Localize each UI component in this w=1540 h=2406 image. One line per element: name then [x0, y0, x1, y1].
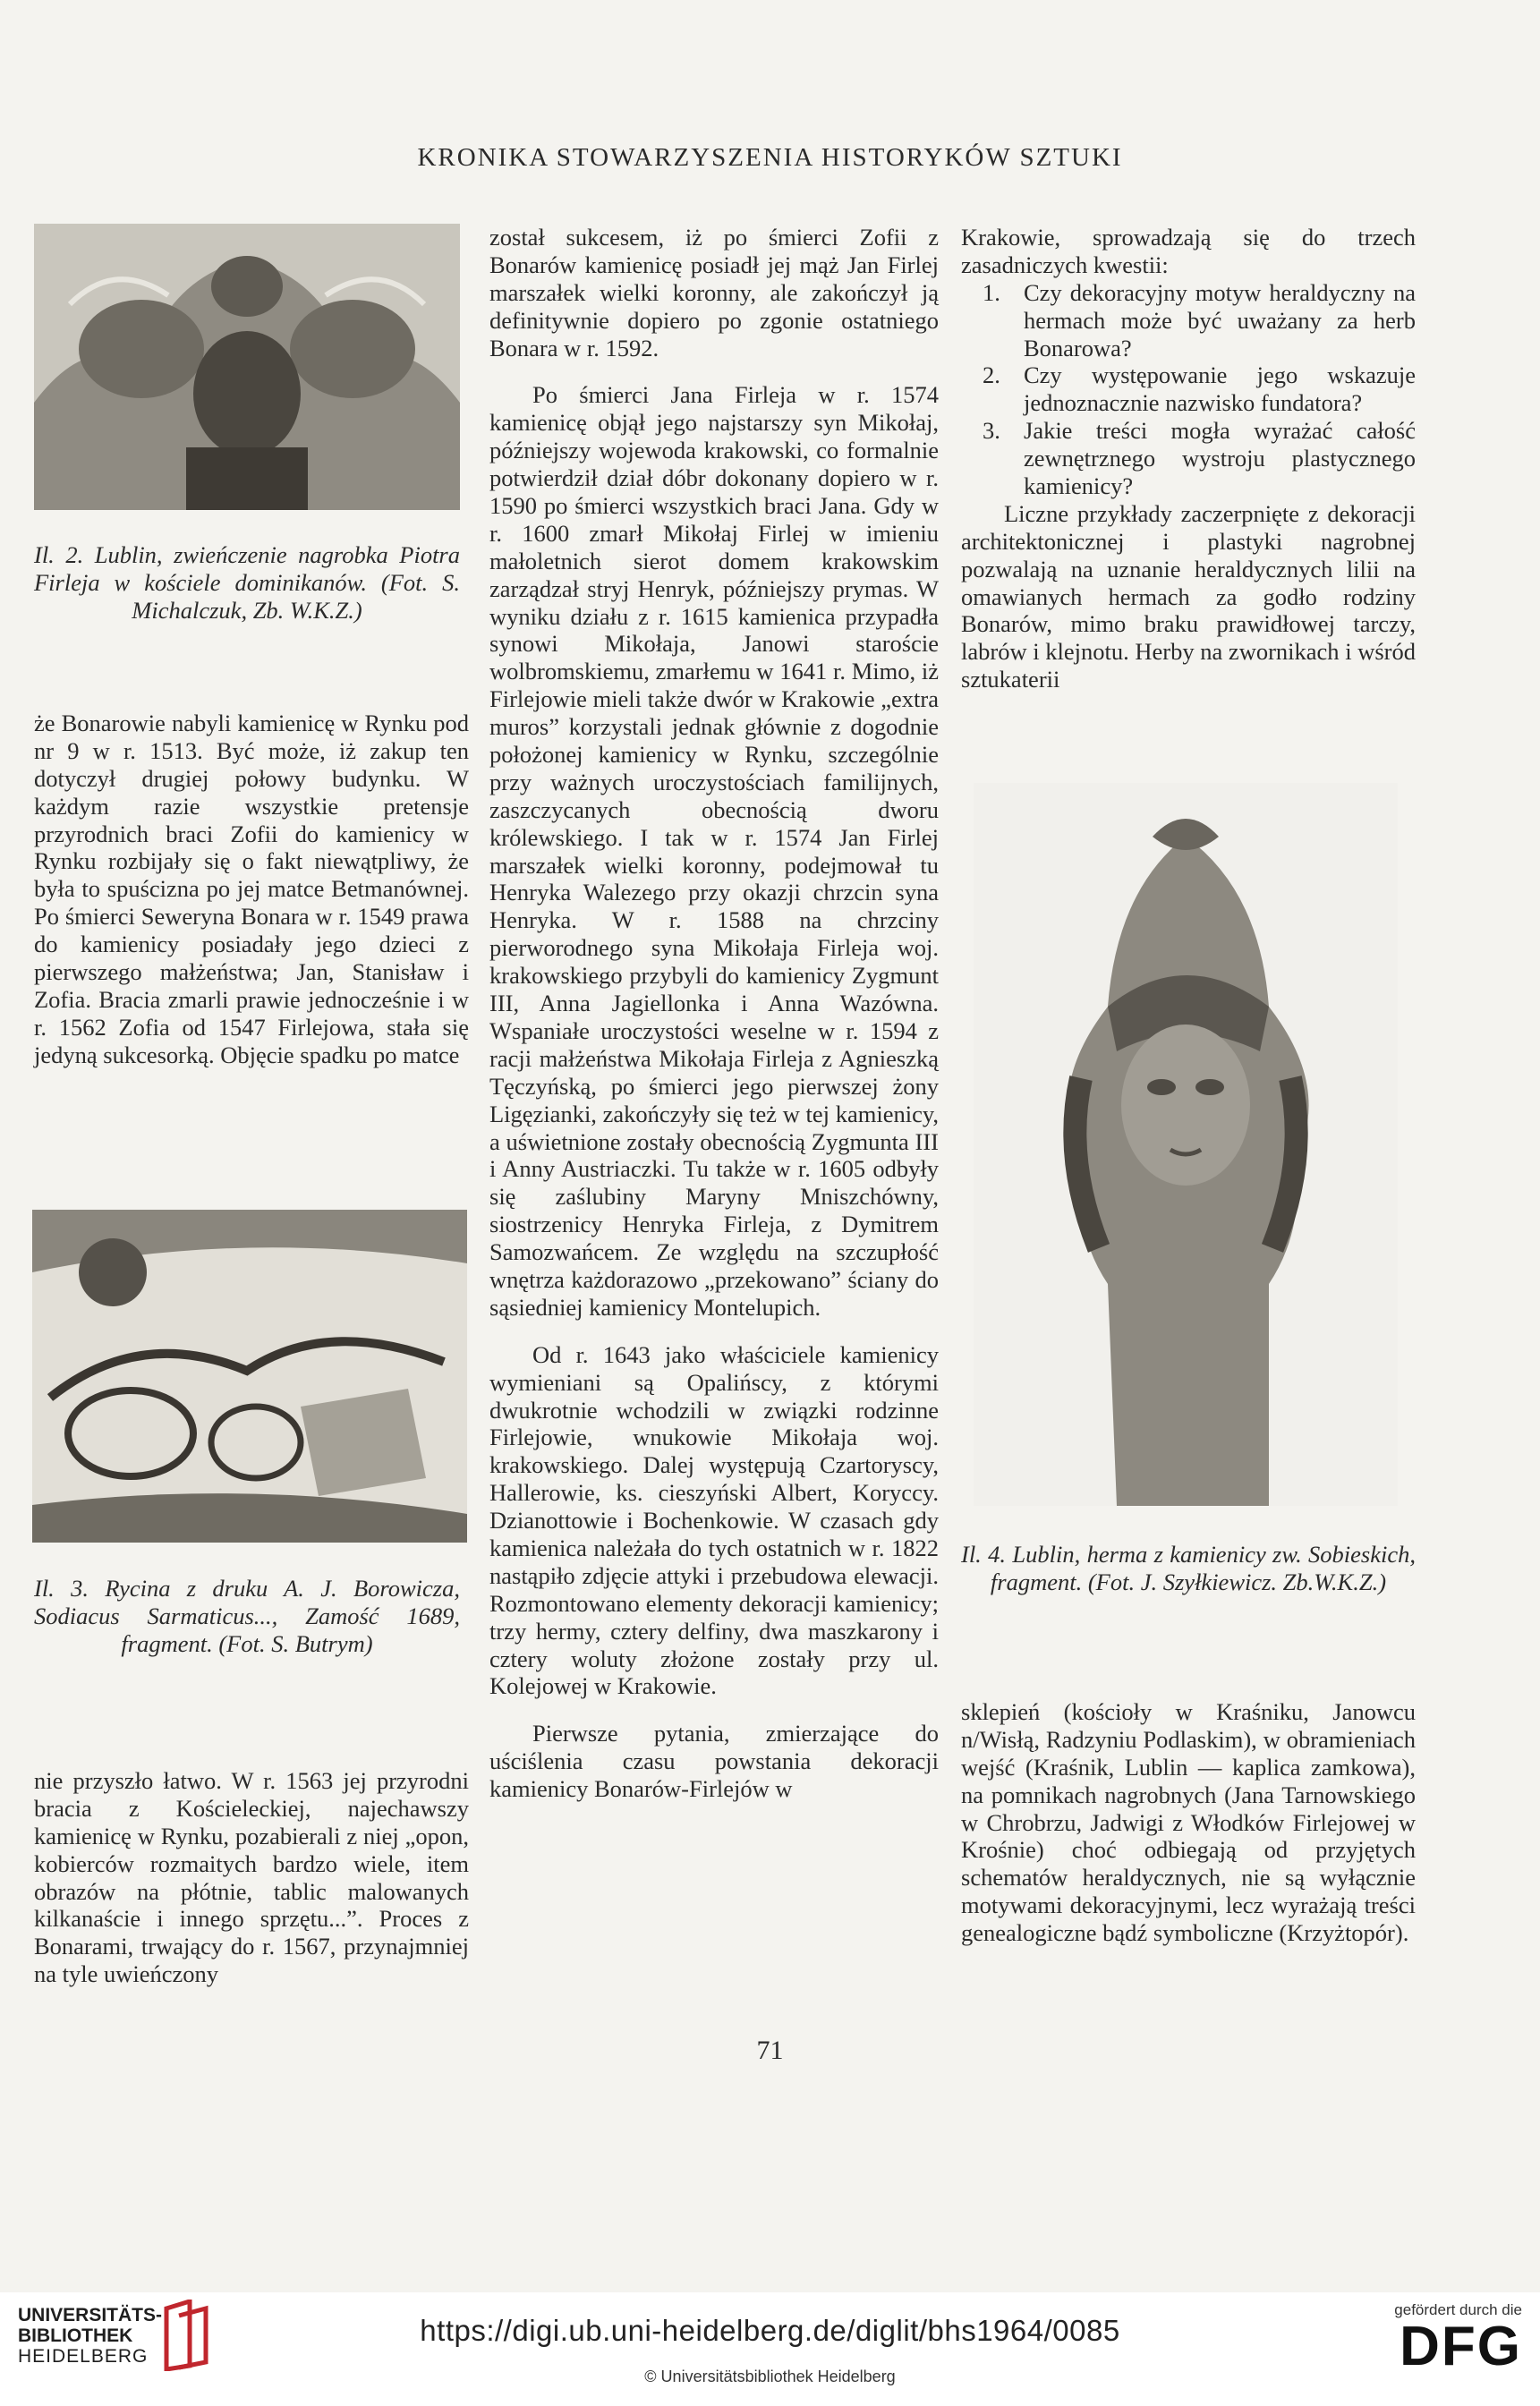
- figure-2-photo: [34, 224, 460, 510]
- paragraph: Od r. 1643 jako właściciele kamienicy wymieniani są Opalińscy, z którymi dwukrotnie wchodzili w związki rodzinne Firlejowie, wnukowie Mikołaja woj. krakowskiego. Dalej występują Czartoryscy, Hallerowie, ks. cieszyński Albert, Koryccy. Dzianottowie i Bochenkowie. W czasach gdy kamienica należała do tych ostatnich w r. 1822 nastąpiło zdjęcie attyki i przebudowa elewacji. Rozmontowano elementy dekoracji kamienicy; trzy hermy, cztery delfiny, dwa maszkarony i cztery woluty złożone zostały przy ul. Kolejowej w Krakowie.: [489, 1340, 939, 1700]
- list-item: 2. Czy występowanie jego wskazuje jednoznacznie nazwisko fundatora?: [983, 361, 1416, 417]
- dfg-logo-icon: DFG: [1400, 2316, 1522, 2377]
- paragraph: że Bonarowie nabyli kamienicę w Rynku pod nr 9 w r. 1513. Być może, iż zakup ten dotyczył drugiej połowy budynku. W każdym razie wszystkie pretensje przyrodnich braci Zofii do kamienicy w Rynku rozbijały się o fakt niewątpliwy, że była to spuścizna po jej matce Betmanównej. Po śmierci Seweryna Bonara w r. 1549 prawa do kamienicy posiadały jego dzieci z pierwszego małżeństwa; Jan, Stanisław i Zofia. Bracia zmarli prawie jednocześnie i w r. 1562 Zofia od 1547 Firlejowa, stała się jedyną sukcesorką. Objęcie spadku po matce: [34, 710, 469, 1068]
- paragraph: Liczne przykłady zaczerpnięte z dekoracji architektonicznej i plastyki nagrobnej pozwalają na uznanie heraldycznych lilii na omawianych hermach za godło rodziny Bonarów, mimo braku prawidłowej tarczy, labrów i klejnotu. Herby na zwornikach i wśród sztukaterii: [961, 499, 1416, 693]
- paragraph: sklepień (kościoły w Kraśniku, Janowcu n/Wisłą, Radzyniu Podlaskim), w obramieniach wejść (Kraśnik, Lublin — kaplica zamkowa), na pomnikach nagrobnych (Jana Tarnowskiego w Chrobrzu, Jadwigi z Włodków Firlejowej w Krośnie) choć odbiegają od przyjętych schematów heraldycznych, nie są wyłącznie motywami dekoracyjnymi, lecz wyrażają treści genealogiczne bądź symboliczne (Krzyżtopór).: [961, 1698, 1416, 1947]
- list-item: 3. Jakie treści mogła wyrażać całość zewnętrznego wystroju plastycznego kamienicy?: [983, 417, 1416, 500]
- figure-4-photo: [974, 783, 1398, 1506]
- footer-bar: [0, 2292, 1540, 2406]
- paragraph: został sukcesem, iż po śmierci Zofii z Bonarów kamienicę posiadł jej mąż Jan Firlej marszałek wielki koronny, ale zakończył ją definitywnie dopiero po zgonie ostatniego Bonara w r. 1592.: [489, 224, 939, 361]
- list-item: 1. Czy dekoracyjny motyw heraldyczny na hermach może być uważany za herb Bonarowa?: [983, 278, 1416, 361]
- sponsor-label: gefördert durch die: [1394, 2301, 1522, 2318]
- running-header: KRONIKA STOWARZYSZENIA HISTORYKÓW SZTUKI: [417, 143, 1123, 172]
- copyright-notice: © Universitätsbibliothek Heidelberg: [644, 2368, 896, 2385]
- paragraph: Pierwsze pytania, zmierzające do uściślenia czasu powstania dekoracji kamienicy Bonarów-Firlejów w: [489, 1720, 939, 1803]
- figure-2-caption: Il. 2. Lublin, zwieńczenie nagrobka Piotra Firleja w kościele dominikanów. (Fot. S. Michalczuk, Zb. W.K.Z.): [34, 541, 460, 624]
- column-left-bottom: [34, 1767, 469, 1988]
- paragraph: nie przyszło łatwo. W r. 1563 jej przyrodni bracia z Kościeleckiej, najechawszy kamienicę w Rynku, pozabierali z niej „opon, kobierców rozmaitych bardzo wiele, item obrazów na płótnie, tablic malowanych kilkanaście i innego sprzętu...”. Proces z Bonarami, trwający do r. 1567, przynajmniej na tyle uwieńczony: [34, 1767, 469, 1988]
- figure-3-caption: Il. 3. Rycina z druku A. J. Borowicza, Sodiacus Sarmaticus..., Zamość 1689, fragment. (Fot. S. Butrym): [34, 1575, 460, 1657]
- permalink-url[interactable]: https://digi.ub.uni-heidelberg.de/diglit/bhs1964/0085: [420, 2314, 1120, 2347]
- column-right-top: [961, 224, 1416, 693]
- column-right-bottom: [961, 1698, 1416, 1947]
- paragraph: Krakowie, sprowadzają się do trzech zasadniczych kwestii:: [961, 224, 1416, 278]
- library-name: UNIVERSITÄTS- BIBLIOTHEK HEIDELBERG: [18, 2305, 163, 2368]
- column-middle: [489, 224, 939, 1803]
- figure-4-caption: Il. 4. Lublin, herma z kamienicy zw. Sobieskich, fragment. (Fot. J. Szyłkiewicz. Zb.W.K.Z.): [961, 1541, 1416, 1595]
- sponsor-logo[interactable]: [1394, 2301, 1522, 2375]
- page-number: 71: [756, 2036, 784, 2065]
- figure-3-engraving: [32, 1210, 467, 1543]
- question-list: [961, 279, 1416, 500]
- paragraph: Po śmierci Jana Firleja w r. 1574 kamienicę objął jego najstarszy syn Mikołaj, późniejszy wojewoda krakowski, co formalnie potwierdził dział dóbr dokonany dopiero w r. 1590 po śmierci wszystkich braci Jana. Gdy w r. 1600 zmarł Mikołaj Firlej w imieniu małoletnich sierot domem krakowskim zarządzał stryj Henryk, późniejszy prymas. W wyniku działu z r. 1615 kamienica przypadła synowi Mikołaja, Janowi staroście wolbromskiemu, zmarłemu w 1641 r. Mimo, iż Firlejowie mieli także dwór w Krakowie „extra muros” korzystali jednak głównie z dogodnie położonej kamienicy w Rynku, szczególnie przy ważnych uroczystościach familijnych, zaszczycanych obecnością dworu królewskiego. I tak w r. 1574 Jan Firlej marszałek wielki koronny, podejmował tu Henryka Walezego przy okazji chrzcin syna Henryka. W r. 1588 na chrzciny pierworodnego syna Mikołaja Firleja woj. krakowskiego przybyli do kamienicy Zygmunt III, Anna Jagiellonka i Anna Wazówna. Wspaniałe uroczystości weselne w r. 1594 z racji małżeństwa Mikołaja Firleja z Agnieszką Tęczyńską, po śmierci jego pierwszej żony Ligęzianki, zakończyły się też w tej kamienicy, a uświetnione zostały obecnością Zygmunta III i Anny Austriaczki. Tu także w r. 1605 odbyły się zaślubiny Maryny Mniszchówny, siostrzenicy Henryka Firleja, z Dymitrem Samozwańcem. Ze względu na szczupłość wnętrza każdorazowo „przekowano” ściany do sąsiedniej kamienicy Montelupich.: [489, 381, 939, 1321]
- column-left-top: [34, 710, 469, 1069]
